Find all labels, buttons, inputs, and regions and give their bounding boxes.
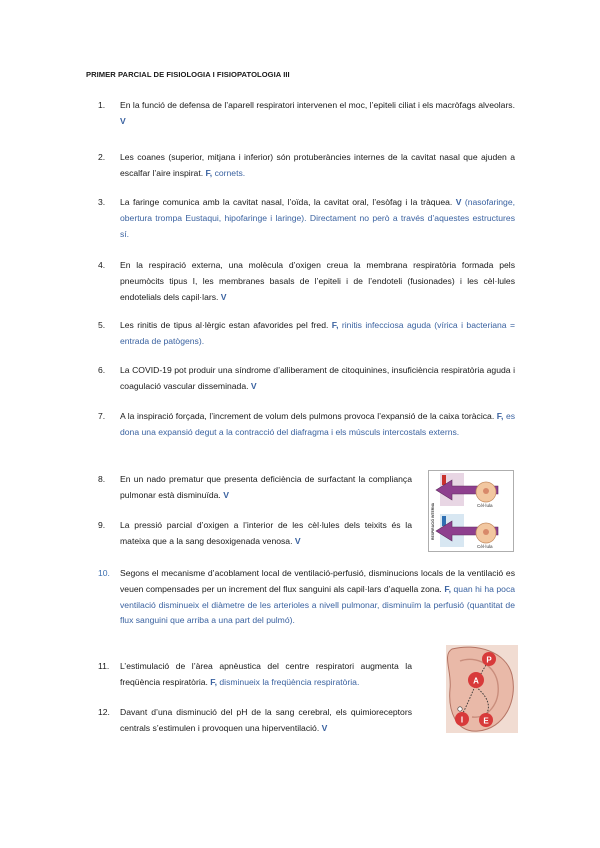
question-number: 6. (98, 365, 106, 375)
answer-note: es dona una expansió degut a la contracció del diafragma i els músculs intercostals externs. (120, 411, 516, 437)
internal-respiration-diagram (428, 470, 514, 552)
question-text: En la funció de defensa de l’aparell respiratori intervenen el moc, l’epiteli ciliat i els macròfags alveolars. (120, 100, 515, 110)
question-number: 11. (98, 661, 110, 671)
question-number: 2. (98, 152, 106, 162)
answer-note: disminueix la freqüència respiratòria. (219, 676, 360, 687)
question-text: Les rinitis de tipus al·lèrgic estan afavorides pel fred. (120, 320, 329, 330)
respiratory-center-diagram (446, 645, 518, 733)
internal-respiration-figure (428, 470, 514, 552)
cell-label-2: Cèl·lula (477, 544, 493, 549)
question-1 (98, 98, 515, 130)
question-text: En un nado prematur que presenta deficiència de surfactant la compliança pulmonar està disminuïda. (120, 474, 412, 500)
answer-verdict: V (223, 489, 229, 500)
answer-verdict: F, (496, 411, 504, 421)
figure-side-label: RESPIRACIÓ INTERNA (431, 502, 435, 540)
answer-note: rinitis infecciosa aguda (vírica i bacteriana = entrada de patògens). (120, 320, 515, 346)
node-label-i: I (460, 715, 464, 725)
answer-verdict: F, (331, 320, 339, 330)
node-label-e: E (483, 716, 489, 726)
question-5 (98, 318, 515, 350)
question-2 (98, 150, 515, 182)
question-text: L’estimulació de l’àrea apnèustica del centre respiratori augmenta la freqüència respiratòria. (120, 661, 412, 687)
answer-verdict: V (120, 115, 126, 126)
answer-verdict: F, (205, 167, 213, 178)
question-4 (98, 258, 515, 305)
question-text: La COVID-19 pot produir una síndrome d’alliberament de citoquinines, insuficiència respiratòria aguda i coagulació vascular disseminada. (120, 365, 515, 391)
cell-label-1: Cèl·lula (477, 503, 493, 508)
node-label-p: P (486, 655, 492, 665)
node-label-a: A (473, 676, 479, 686)
question-7 (98, 409, 516, 441)
question-number: 1. (98, 100, 106, 110)
answer-verdict: V (220, 291, 227, 302)
question-text: Davant d’una disminució del pH de la sang cerebral, els quimioreceptors centrals s’estimulen i provoquen una hiperventilació. (120, 707, 412, 733)
answer-verdict: F, (210, 676, 217, 687)
question-number: 10. (98, 568, 110, 578)
question-10 (98, 566, 516, 629)
answer-verdict: V (294, 535, 301, 546)
answer-verdict: V (455, 197, 462, 207)
answer-verdict: V (321, 722, 328, 733)
question-11 (98, 659, 412, 691)
answer-verdict: V (250, 380, 257, 391)
question-text: Segons el mecanisme d’acoblament local de ventilació-perfusió, disminucions locals de la ventilació es veuen compensades per un increment del flux sanguini als capil·lars d’aquella zona. (120, 568, 515, 594)
answer-note: quan hi ha poca ventilació disminueix el diàmetre de les arterioles a nivell pulmonar, disminuïm la perfusió (quantitat de flux sanguini que arriba a una part del pulmó). (120, 583, 516, 626)
question-number: 4. (98, 260, 106, 270)
question-12 (98, 705, 412, 737)
answer-note: cornets. (214, 167, 246, 178)
question-text: La pressió parcial d’oxigen a l’interior de les cèl·lules dels teixits és la mateixa que a la sang desoxigenada venosa. (120, 520, 412, 546)
exam-title: PRIMER PARCIAL DE FISIOLOGIA I FISIOPATOLOGIA III (86, 70, 290, 79)
question-number: 5. (98, 320, 106, 330)
question-number: 7. (98, 411, 106, 421)
question-3 (98, 195, 516, 242)
question-number: 9. (98, 520, 106, 530)
question-6 (98, 363, 515, 395)
question-text: A la inspiració forçada, l’increment de volum dels pulmons provoca l’expansió de la caixa toràcica. (120, 411, 495, 421)
question-8 (98, 472, 412, 504)
question-text: En la respiració externa, una molècula d’oxigen creua la membrana respiratòria formada pels pneumòcits tipus I, les membranes basals de l’epiteli i de l’endoteli (fusionades) i les cèl·lules endotelials dels capil·lars. (120, 260, 515, 302)
question-text: La faringe comunica amb la cavitat nasal, l’oïda, la cavitat oral, l’esòfag i la tràquea. (120, 197, 453, 207)
answer-note: (nasofaringe, obertura trompa Eustaqui, hipofaringe i laringe). Directament no però a través d’aquestes estructures sí. (120, 197, 516, 239)
question-number: 8. (98, 474, 106, 484)
respiratory-center-figure (446, 645, 518, 733)
question-number: 3. (98, 197, 106, 207)
answer-verdict: F, (444, 583, 451, 594)
question-text: Les coanes (superior, mitjana i inferior) són protuberàncies internes de la cavitat nasal que ajuden a escalfar l’aire inspirat. (120, 152, 515, 178)
question-number: 12. (98, 707, 110, 717)
question-9 (98, 518, 412, 550)
